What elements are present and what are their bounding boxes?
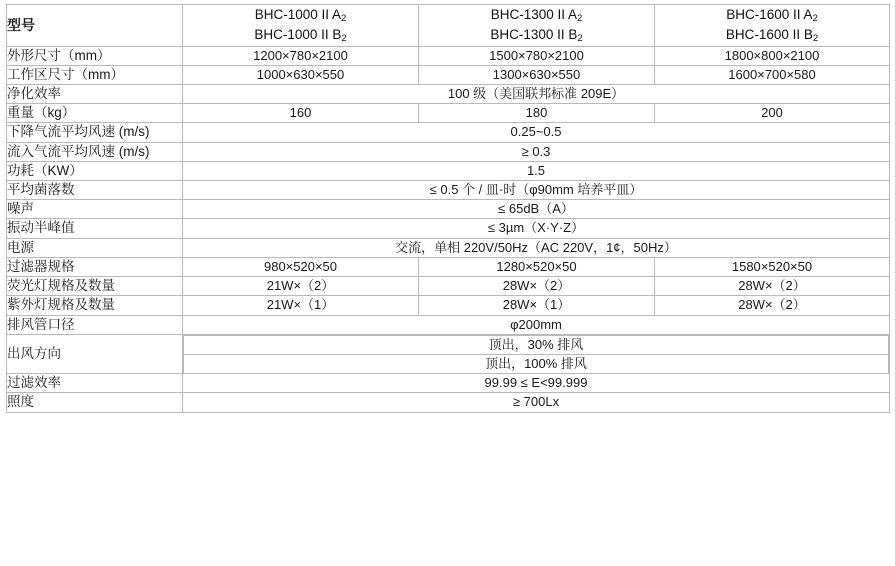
model-name-a: BHC-1300 II $A_2$ <box>490 7 583 25</box>
row-label: 紫外灯规格及数量 <box>7 296 183 315</box>
row-value-stacked <box>183 334 890 373</box>
row-label: 流入气流平均风速 (m/s) <box>7 142 183 161</box>
table-row <box>7 315 890 334</box>
row-value-merged: ≤ 0.5 个 / 皿·时（φ90mm 培养平皿） <box>183 181 890 200</box>
row-value-3: 1580×520×50 <box>655 257 890 276</box>
model-subscript-b: 2 <box>577 33 583 45</box>
table-row <box>7 84 890 103</box>
model-subscript-b: 2 <box>812 33 819 45</box>
row-value-3: 1800×800×2100 <box>655 46 890 65</box>
row-value-merged: 1.5 <box>183 161 890 180</box>
stacked-row <box>184 335 889 354</box>
row-label: 过滤器规格 <box>7 257 183 276</box>
model-header-1 <box>183 5 419 47</box>
table-row <box>7 46 890 65</box>
model-subscript-a: 2 <box>812 13 818 25</box>
row-value-merged: 交流，单相 220V/50Hz（AC 220V，1¢，50Hz） <box>183 238 890 257</box>
table-row <box>7 296 890 315</box>
table-row <box>7 219 890 238</box>
row-value-3: 28W×（2） <box>655 296 890 315</box>
table-row <box>7 104 890 123</box>
row-label: 工作区尺寸（mm） <box>7 65 183 84</box>
table-row <box>7 123 890 142</box>
stacked-values <box>183 335 889 373</box>
model-subscript-a: 2 <box>577 13 583 25</box>
table-row <box>7 65 890 84</box>
row-value-3: 1600×700×580 <box>655 65 890 84</box>
row-value-2: 28W×（2） <box>419 277 655 296</box>
row-label: 重量（kg） <box>7 104 183 123</box>
row-value-merged: φ200mm <box>183 315 890 334</box>
row-label: 下降气流平均风速 (m/s) <box>7 123 183 142</box>
table-row <box>7 393 890 412</box>
table-row <box>7 238 890 257</box>
table-row <box>7 142 890 161</box>
row-value-2: 1280×520×50 <box>419 257 655 276</box>
row-label: 荧光灯规格及数量 <box>7 277 183 296</box>
header-label-model: 型号 <box>7 5 183 47</box>
row-label: 电源 <box>7 238 183 257</box>
stacked-row <box>184 354 889 373</box>
row-value-2: 180 <box>419 104 655 123</box>
row-value-merged: ≥ 0.3 <box>183 142 890 161</box>
row-label: 出风方向 <box>7 334 183 373</box>
row-value-3: 28W×（2） <box>655 277 890 296</box>
row-value-1: 1200×780×2100 <box>183 46 419 65</box>
row-value-merged: 100 级（美国联邦标准 209E） <box>183 84 890 103</box>
stacked-value: 顶出，100% 排风 <box>184 354 889 373</box>
table-row <box>7 334 890 373</box>
table-header-row <box>7 5 890 47</box>
row-label: 净化效率 <box>7 84 183 103</box>
row-value-2: 28W×（1） <box>419 296 655 315</box>
model-name-b: BHC-1000 II $B_2$ <box>254 27 347 45</box>
table-row <box>7 200 890 219</box>
table-row <box>7 374 890 393</box>
row-value-1: 160 <box>183 104 419 123</box>
table-row <box>7 161 890 180</box>
row-value-2: 1300×630×550 <box>419 65 655 84</box>
stacked-value: 顶出，30% 排风 <box>184 335 889 354</box>
model-subscript-a: 2 <box>341 13 347 25</box>
row-value-1: 21W×（1） <box>183 296 419 315</box>
row-label: 照度 <box>7 393 183 412</box>
table-row <box>7 277 890 296</box>
model-header-2 <box>419 5 655 47</box>
specification-table <box>6 4 890 413</box>
row-label: 振动半峰值 <box>7 219 183 238</box>
model-name-a: BHC-1600 II $A_2$ <box>726 7 818 25</box>
row-value-1: 1000×630×550 <box>183 65 419 84</box>
model-subscript-b: 2 <box>341 33 347 45</box>
table-row <box>7 257 890 276</box>
row-label: 功耗（KW） <box>7 161 183 180</box>
row-value-merged: ≤ 65dB（A） <box>183 200 890 219</box>
row-value-1: 980×520×50 <box>183 257 419 276</box>
model-name-b: BHC-1300 II $B_2$ <box>490 27 583 45</box>
row-value-merged: ≥ 700Lx <box>183 393 890 412</box>
row-label: 过滤效率 <box>7 374 183 393</box>
row-label: 外形尺寸（mm） <box>7 46 183 65</box>
model-name-b: BHC-1600 II $B_2$ <box>725 27 819 45</box>
row-value-merged: 0.25~0.5 <box>183 123 890 142</box>
row-value-merged: ≤ 3µm（X·Y·Z） <box>183 219 890 238</box>
row-value-1: 21W×（2） <box>183 277 419 296</box>
row-value-merged: 99.99 ≤ E<99.999 <box>183 374 890 393</box>
row-label: 平均菌落数 <box>7 181 183 200</box>
row-label: 排风管口径 <box>7 315 183 334</box>
table-row <box>7 181 890 200</box>
row-label: 噪声 <box>7 200 183 219</box>
row-value-3: 200 <box>655 104 890 123</box>
model-name-a: BHC-1000 II $A_2$ <box>254 7 347 25</box>
row-value-2: 1500×780×2100 <box>419 46 655 65</box>
model-header-3 <box>655 5 890 47</box>
